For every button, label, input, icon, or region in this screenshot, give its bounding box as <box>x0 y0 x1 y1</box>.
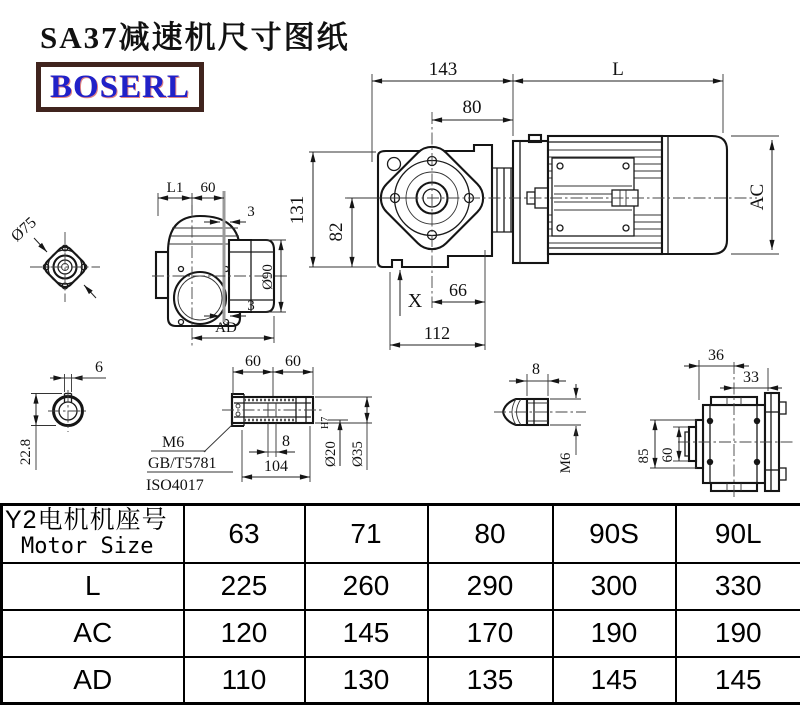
table-row-AC <box>2 610 800 657</box>
cell-AC-63: 120 <box>184 610 305 657</box>
output-end-view <box>636 347 795 500</box>
dim-M6-plug: M6 <box>558 452 574 474</box>
row-label-L: L <box>2 563 184 610</box>
cell-L-63: 225 <box>184 563 305 610</box>
cell-AC-90S: 190 <box>553 610 676 657</box>
dim-131: 131 <box>287 195 308 225</box>
dim-8-plug: 8 <box>532 361 540 378</box>
gearbox-side-view <box>152 180 290 346</box>
dim-dia75: Ø75 <box>8 214 40 246</box>
dim-dia20: Ø20 <box>323 441 339 467</box>
hollow-shaft-view <box>146 353 372 494</box>
cell-L-90S: 300 <box>553 563 676 610</box>
dim-3-top: 3 <box>247 204 255 220</box>
dim-143: 143 <box>428 59 458 80</box>
note-m6: M6 <box>162 434 185 451</box>
dim-82: 82 <box>326 222 347 242</box>
cell-AD-90S: 145 <box>553 657 676 704</box>
cell-AD-80: 135 <box>428 657 553 704</box>
page-title: SA37减速机尺寸图纸 <box>40 20 350 55</box>
column-90L: 90L <box>676 505 800 563</box>
table-row-AD <box>2 657 800 704</box>
dim-85: 85 <box>636 448 652 464</box>
table-header-row <box>2 505 800 563</box>
dim-33: 33 <box>743 369 759 386</box>
flange-face-view <box>8 214 100 302</box>
dim-60-side: 60 <box>200 180 216 196</box>
brand-logo-text: BOSERL <box>50 69 190 105</box>
cell-AC-71: 145 <box>305 610 428 657</box>
motor-size-header-en: Motor Size <box>21 534 154 560</box>
dim-66: 66 <box>449 280 467 300</box>
dim-112: 112 <box>423 323 451 343</box>
dim-60a: 60 <box>245 353 261 370</box>
dim-L: L <box>612 59 624 80</box>
motor-size-header <box>2 505 184 563</box>
dim-X: X <box>407 290 423 312</box>
table-row-L <box>2 563 800 610</box>
cell-AD-90L: 145 <box>676 657 800 704</box>
dim-dia20-tol: H7 <box>320 416 331 429</box>
motor-size-header-cn: Y2电机机座号 <box>5 506 168 535</box>
cell-L-71: 260 <box>305 563 428 610</box>
dim-22-8: 22.8 <box>18 438 34 466</box>
cell-AD-71: 130 <box>305 657 428 704</box>
dim-80: 80 <box>462 97 482 118</box>
column-63: 63 <box>184 505 305 563</box>
row-label-AC: AC <box>2 610 184 657</box>
dim-3-bottom: 3 <box>247 298 255 314</box>
dim-60-out: 60 <box>660 447 676 463</box>
dim-AD: AD <box>215 320 237 336</box>
dim-8-key: 8 <box>282 433 290 450</box>
fan-cowl <box>662 136 727 254</box>
dim-L1: L1 <box>166 180 184 196</box>
column-90S: 90S <box>553 505 676 563</box>
cell-L-90L: 330 <box>676 563 800 610</box>
dim-104: 104 <box>264 458 288 475</box>
plug-screw-view <box>494 361 586 473</box>
note-iso4017: ISO4017 <box>146 477 204 494</box>
dim-36: 36 <box>708 347 724 364</box>
note-gb-t5781: GB/T5781 <box>148 455 217 472</box>
dim-60b: 60 <box>285 353 301 370</box>
shaft-key-section <box>18 359 106 470</box>
dim-6: 6 <box>95 359 103 376</box>
dim-AC: AC <box>747 183 768 211</box>
column-80: 80 <box>428 505 553 563</box>
cell-L-80: 290 <box>428 563 553 610</box>
column-71: 71 <box>305 505 428 563</box>
cell-AD-63: 110 <box>184 657 305 704</box>
dim-dia90: Ø90 <box>260 264 276 290</box>
main-view <box>287 59 779 350</box>
dimension-table <box>0 503 800 705</box>
row-label-AD: AD <box>2 657 184 704</box>
cell-AC-90L: 190 <box>676 610 800 657</box>
dim-dia35: Ø35 <box>350 441 366 467</box>
cell-AC-80: 170 <box>428 610 553 657</box>
